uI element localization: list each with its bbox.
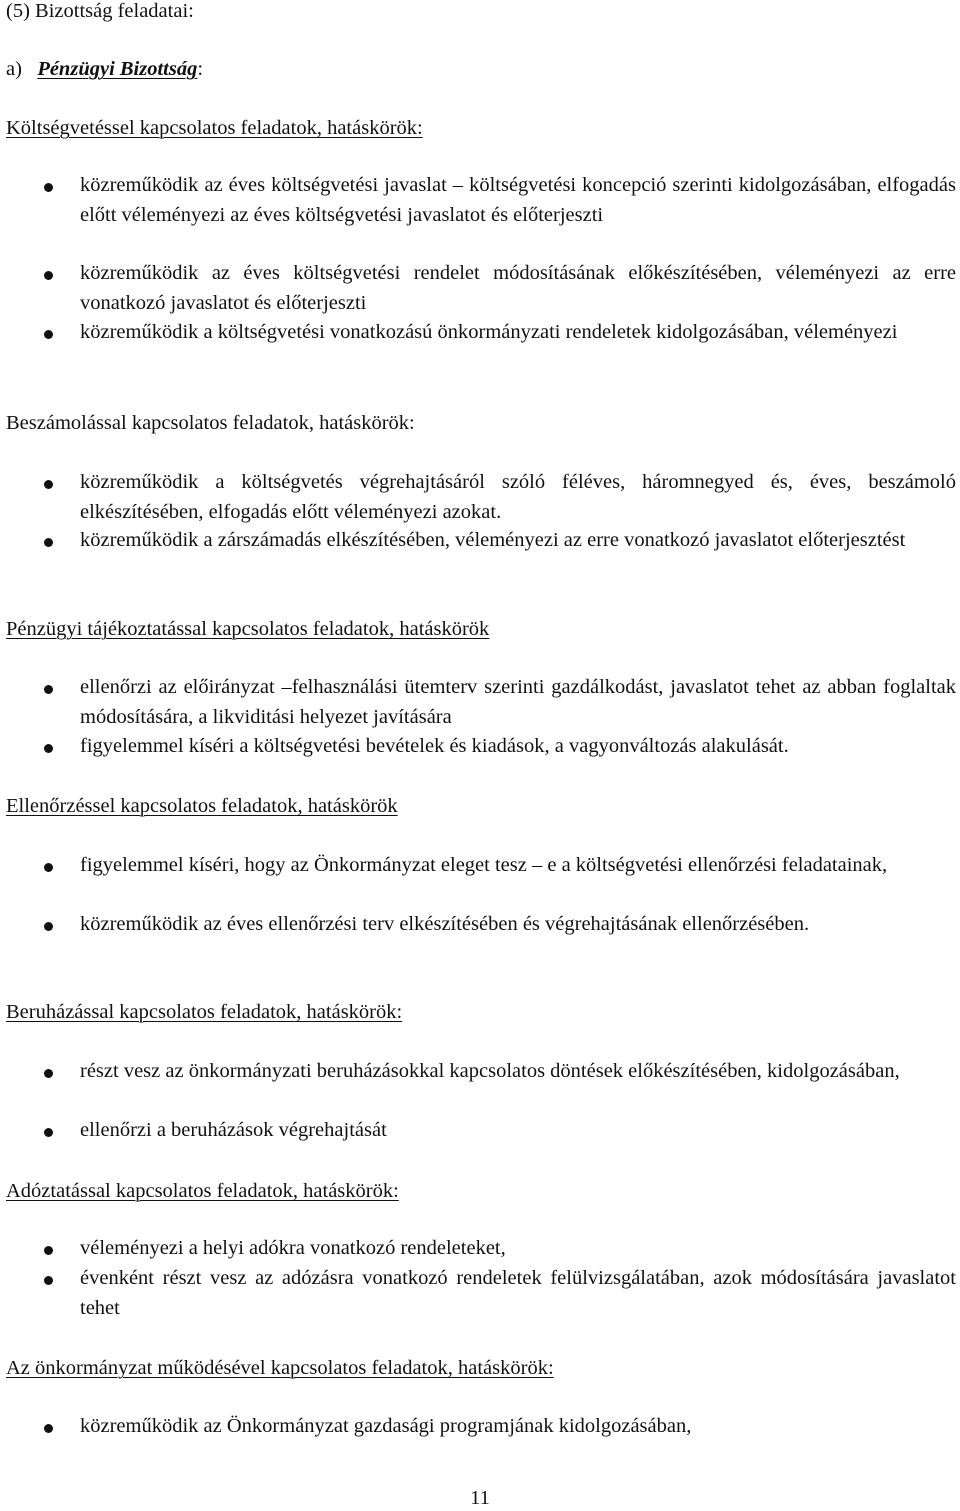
list-item: évenként részt vesz az adózásra vonatkozó rendeletek felülvizsgálatában, azok módosítására javaslatot tehet — [80, 1267, 956, 1319]
list-item: ellenőrzi a beruházások végrehajtását — [80, 1119, 387, 1141]
list-item: közreműködik az éves költségvetési javaslat – költségvetési koncepció szerinti kidolgozásában, elfogadás előtt véleményezi az éves költségvetési javaslatot és előterjeszti — [80, 174, 956, 226]
bullet-icon — [44, 538, 53, 547]
list-item: közreműködik a zárszámadás elkészítésében, véleményezi az erre vonatkozó javaslatot előterjesztést — [80, 529, 906, 551]
section-title-operation: Az önkormányzat működésével kapcsolatos feladatok, hatáskörök: — [6, 1357, 554, 1379]
section-title-taxation: Adóztatással kapcsolatos feladatok, hatáskörök: — [6, 1180, 399, 1202]
committee-heading — [6, 56, 203, 82]
list-item: részt vesz az önkormányzati beruházásokkal kapcsolatos döntések előkészítésében, kidolgozásában, — [80, 1060, 900, 1082]
article-heading: (5) Bizottság feladatai: — [6, 0, 194, 22]
list-item: véleményezi a helyi adókra vonatkozó rendeleteket, — [80, 1237, 506, 1259]
bullet-icon — [44, 922, 53, 931]
list-item: közreműködik a költségvetés végrehajtásáról szóló féléves, háromnegyed és, éves, beszámoló elkészítésében, elfogadás előtt véleményezi azokat. — [80, 471, 956, 523]
section-title-reporting: Beszámolással kapcsolatos feladatok, hatáskörök: — [6, 412, 415, 434]
bullet-icon — [44, 183, 53, 192]
section-title-control: Ellenőrzéssel kapcsolatos feladatok, hatáskörök — [6, 795, 398, 817]
committee-prefix: a) — [6, 58, 22, 80]
committee-suffix: : — [197, 58, 204, 80]
list-item: közreműködik a költségvetési vonatkozású önkormányzati rendeletek kidolgozásában, véleményezi — [80, 321, 898, 343]
bullet-icon — [44, 1128, 53, 1137]
committee-title: Pénzügyi Bizottság — [37, 58, 198, 80]
bullet-icon — [44, 1276, 53, 1285]
bullet-icon — [44, 271, 53, 280]
section-title-investment: Beruházással kapcsolatos feladatok, hatáskörök: — [6, 1001, 403, 1023]
list-item: ellenőrzi az előirányzat –felhasználási ütemterv szerinti gazdálkodást, javaslatot tehet az abban foglaltak módosítására, a likviditási helyezet javítására — [80, 676, 956, 728]
bullet-icon — [44, 863, 53, 872]
bullet-icon — [44, 744, 53, 753]
bullet-icon — [44, 1246, 53, 1255]
bullet-icon — [44, 1069, 53, 1078]
list-item: figyelemmel kíséri a költségvetési bevételek és kiadások, a vagyonváltozás alakulását. — [80, 735, 789, 757]
bullet-icon — [44, 1424, 53, 1433]
list-item: figyelemmel kíséri, hogy az Önkormányzat eleget tesz – e a költségvetési ellenőrzési feladatainak, — [80, 854, 888, 876]
bullet-icon — [44, 685, 53, 694]
list-item: közreműködik az éves ellenőrzési terv elkészítésében és végrehajtásának ellenőrzésében. — [80, 913, 810, 935]
bullet-icon — [44, 330, 53, 339]
list-item: közreműködik az éves költségvetési rendelet módosításának előkészítésében, véleményezi az erre vonatkozó javaslatot és előterjeszti — [80, 262, 956, 314]
section-title-budget: Költségvetéssel kapcsolatos feladatok, hatáskörök: — [6, 117, 423, 139]
section-title-financial-info: Pénzügyi tájékoztatással kapcsolatos feladatok, hatáskörök — [6, 618, 490, 640]
page-number: 11 — [470, 1487, 490, 1509]
list-item: közreműködik az Önkormányzat gazdasági programjának kidolgozásában, — [80, 1415, 692, 1437]
bullet-icon — [44, 480, 53, 489]
